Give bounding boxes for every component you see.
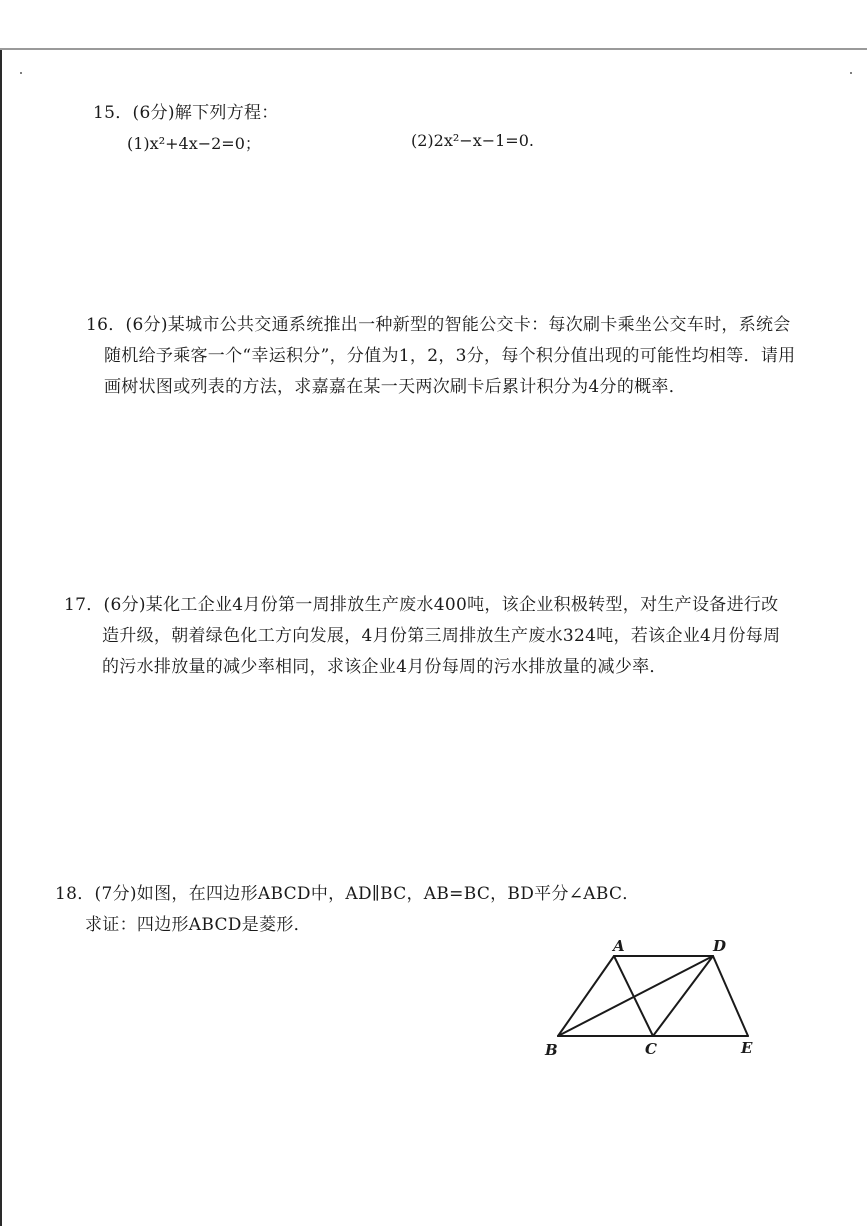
question-15-equation-2: (2)2x²−x−1=0. (411, 131, 534, 150)
question-16 (86, 310, 795, 403)
quadrilateral-figure (535, 935, 770, 1065)
question-18-line-2: 求证：四边形ABCD是菱形． (85, 915, 311, 935)
question-15-title (93, 98, 279, 129)
question-17 (64, 590, 780, 683)
scan-left-border (0, 50, 2, 1226)
question-16-line-1: 16．(6分)某城市公共交通系统推出一种新型的智能公交卡：每次刷卡乘坐公交车时，系统会 (86, 315, 791, 335)
question-16-line-3: 画树状图或列表的方法，求嘉嘉在某一天两次刷卡后累计积分为4分的概率． (104, 377, 687, 397)
question-15-part-1 (127, 131, 261, 154)
label-B: B (545, 1041, 558, 1059)
scan-speck (20, 72, 22, 74)
question-15-title-text: 15．(6分)解下列方程： (93, 103, 279, 123)
diagonal-AC (614, 956, 653, 1036)
scan-top-border (0, 48, 867, 50)
scan-speck (850, 72, 852, 74)
question-18 (55, 879, 640, 941)
question-17-line-2: 造升级，朝着绿色化工方向发展，4月份第三周排放生产废水324吨，若该企业4月份每周 (102, 626, 781, 646)
segment-AB (558, 956, 614, 1036)
segment-CD (653, 956, 713, 1036)
question-17-line-3: 的污水排放量的减少率相同，求该企业4月份每周的污水排放量的减少率． (102, 657, 667, 677)
label-C: C (645, 1040, 657, 1058)
segment-DE (713, 956, 748, 1036)
label-D: D (713, 937, 727, 955)
question-18-line-1: 18．(7分)如图，在四边形ABCD中，AD∥BC，AB=BC，BD平分∠ABC． (55, 884, 640, 904)
question-17-line-1: 17．(6分)某化工企业4月份第一周排放生产废水400吨，该企业积极转型，对生产设备进行改 (64, 595, 779, 615)
diagonal-BD (558, 956, 713, 1036)
question-15-equation-1: (1)x²+4x−2=0； (127, 134, 261, 153)
question-15-part-2 (411, 131, 534, 150)
label-E: E (741, 1039, 753, 1057)
label-A: A (613, 937, 625, 955)
question-16-line-2: 随机给予乘客一个“幸运积分”，分值为1，2，3分，每个积分值出现的可能性均相等．请用 (104, 346, 796, 366)
